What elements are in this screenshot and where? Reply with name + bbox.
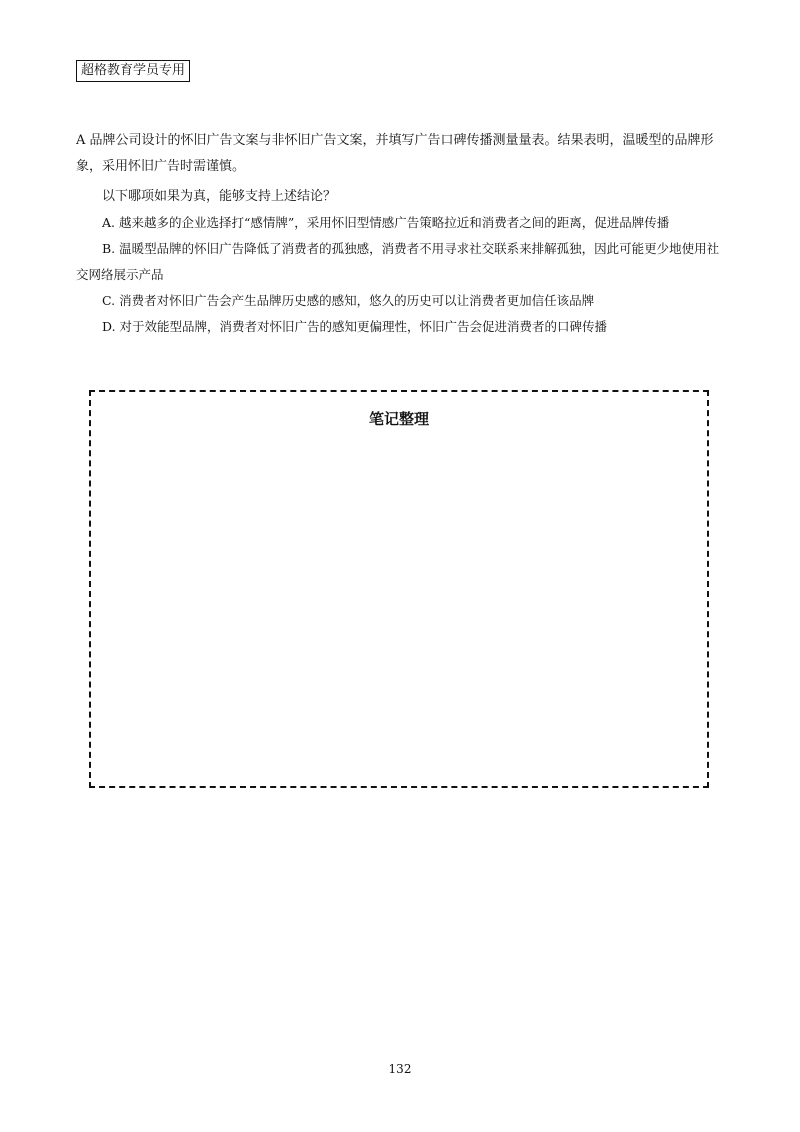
notes-title: 笔记整理 [368,410,429,428]
question-block [76,128,726,340]
option-a: A. 越来越多的企业选择打“感情牌”，采用怀旧型情感广告策略拉近和消费者之间的距离，促进品牌传播 [102,215,670,230]
question-stem: A 品牌公司设计的怀旧广告文案与非怀旧广告文案，并填写广告口碑传播测量量表。结果表明，温暖型的品牌形象，采用怀旧广告时需谨慎。 [76,133,714,174]
option-c: C. 消费者对怀旧广告会产生品牌历史感的感知，悠久的历史可以让消费者更加信任该品牌 [102,293,595,308]
notes-box [89,390,709,788]
question-prompt: 以下哪项如果为真，能够支持上述结论？ [102,189,337,204]
header-tag: 超格教育学员专用 [76,60,190,82]
option-d: D. 对于效能型品牌，消费者对怀旧广告的感知更偏理性，怀旧广告会促进消费者的口碑传播 [102,319,608,334]
page-number: 132 [388,1062,412,1076]
option-b: B. 温暖型品牌的怀旧广告降低了消费者的孤独感，消费者不用寻求社交联系来排解孤独，因此可能更少地使用社交网络展示产品 [76,241,720,282]
